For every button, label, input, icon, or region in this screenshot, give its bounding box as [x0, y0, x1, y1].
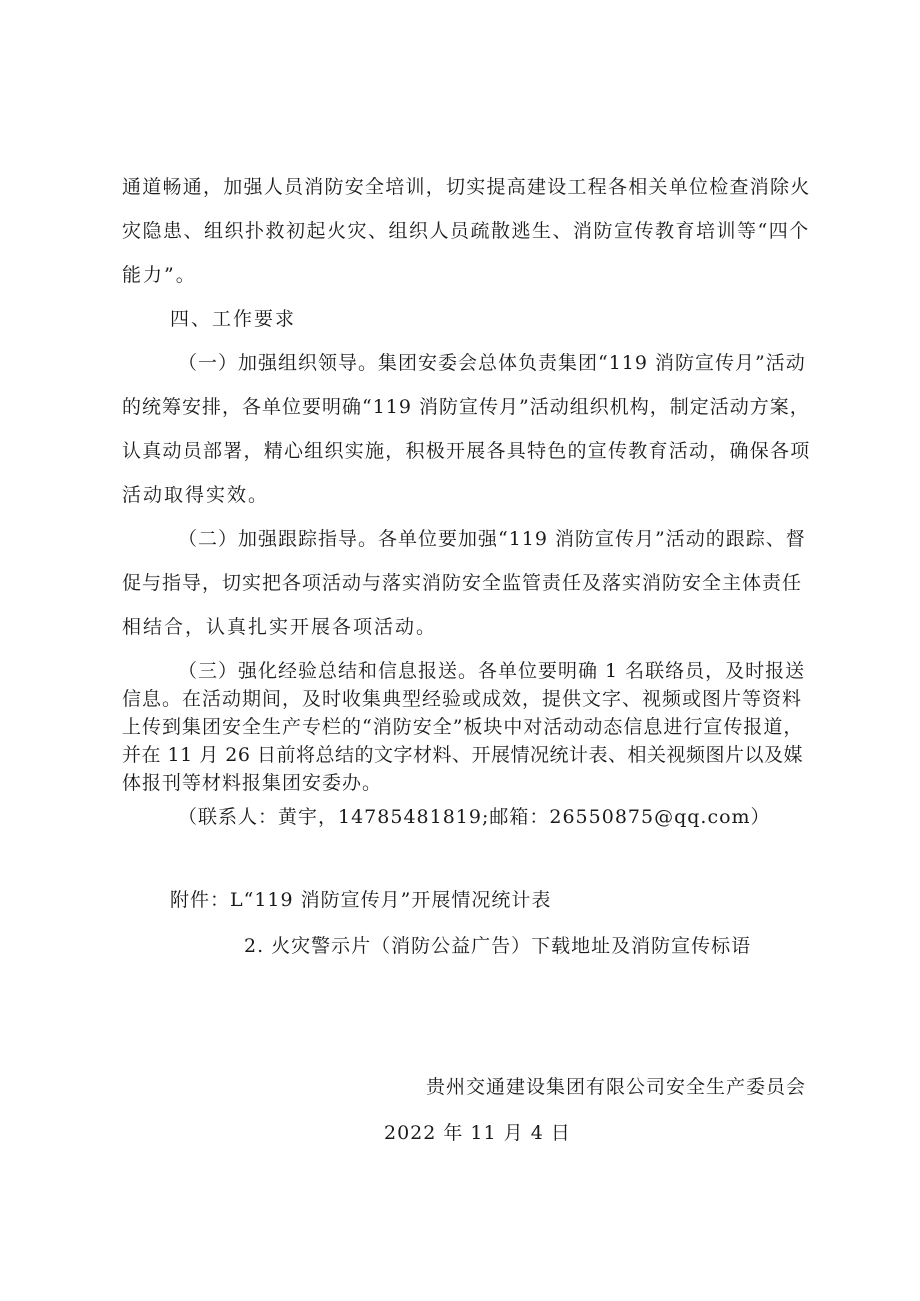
item3-line-2: 信息。在活动期间，及时收集典型经验或成效，提供文字、视频或图片等资料	[122, 688, 803, 710]
item1-line-3: 认真动员部署，精心组织实施，积极开展各具特色的宣传教育活动，确保各项	[122, 440, 811, 462]
item2-line-1: （二）加强跟踪指导。各单位要加强“119 消防宣传月”活动的跟踪、督	[178, 528, 806, 550]
signature-date: 2022 年 11 月 4 日	[384, 1122, 571, 1144]
item3-line-5: 体报刊等材料报集团安委办。	[122, 772, 383, 794]
signature-organization: 贵州交通建设集团有限公司安全生产委员会	[426, 1076, 807, 1098]
item2-line-3: 相结合，认真扎实开展各项活动。	[122, 616, 438, 638]
attachment-line-2: 2. 火灾警示片（消防公益广告）下载地址及消防宣传标语	[244, 935, 752, 957]
intro-line-3: 能力”。	[122, 264, 197, 286]
item3-line-4: 并在 11 月 26 日前将总结的文字材料、开展情况统计表、相关视频图片以及媒	[122, 744, 804, 766]
item1-line-2: 的统筹安排，各单位要明确“119 消防宣传月”活动组织机构，制定活动方案，	[122, 396, 810, 418]
item2-line-2: 促与指导，切实把各项活动与落实消防安全监管责任及落实消防安全主体责任	[122, 572, 803, 594]
contact-line: （联系人：黄宇，14785481819;邮箱：26550875@qq.com）	[178, 806, 771, 828]
item1-line-1: （一）加强组织领导。集团安委会总体负责集团“119 消防宣传月”活动	[178, 352, 806, 374]
item3-line-3: 上传到集团安全生产专栏的“消防安全”板块中对活动动态信息进行宣传报道，	[122, 716, 804, 738]
section-heading: 四、工作要求	[170, 308, 297, 330]
item1-line-4: 活动取得实效。	[122, 484, 270, 506]
item3-line-1: （三）强化经验总结和信息报送。各单位要明确 1 名联络员，及时报送	[178, 660, 806, 682]
attachment-line-1: 附件：L“119 消防宣传月”开展情况统计表	[170, 889, 552, 911]
intro-line-2: 灾隐患、组织扑救初起火灾、组织人员疏散逃生、消防宣传教育培训等“四个	[122, 220, 810, 242]
intro-line-1: 通道畅通，加强人员消防安全培训，切实提高建设工程各相关单位检查消除火	[122, 176, 811, 198]
